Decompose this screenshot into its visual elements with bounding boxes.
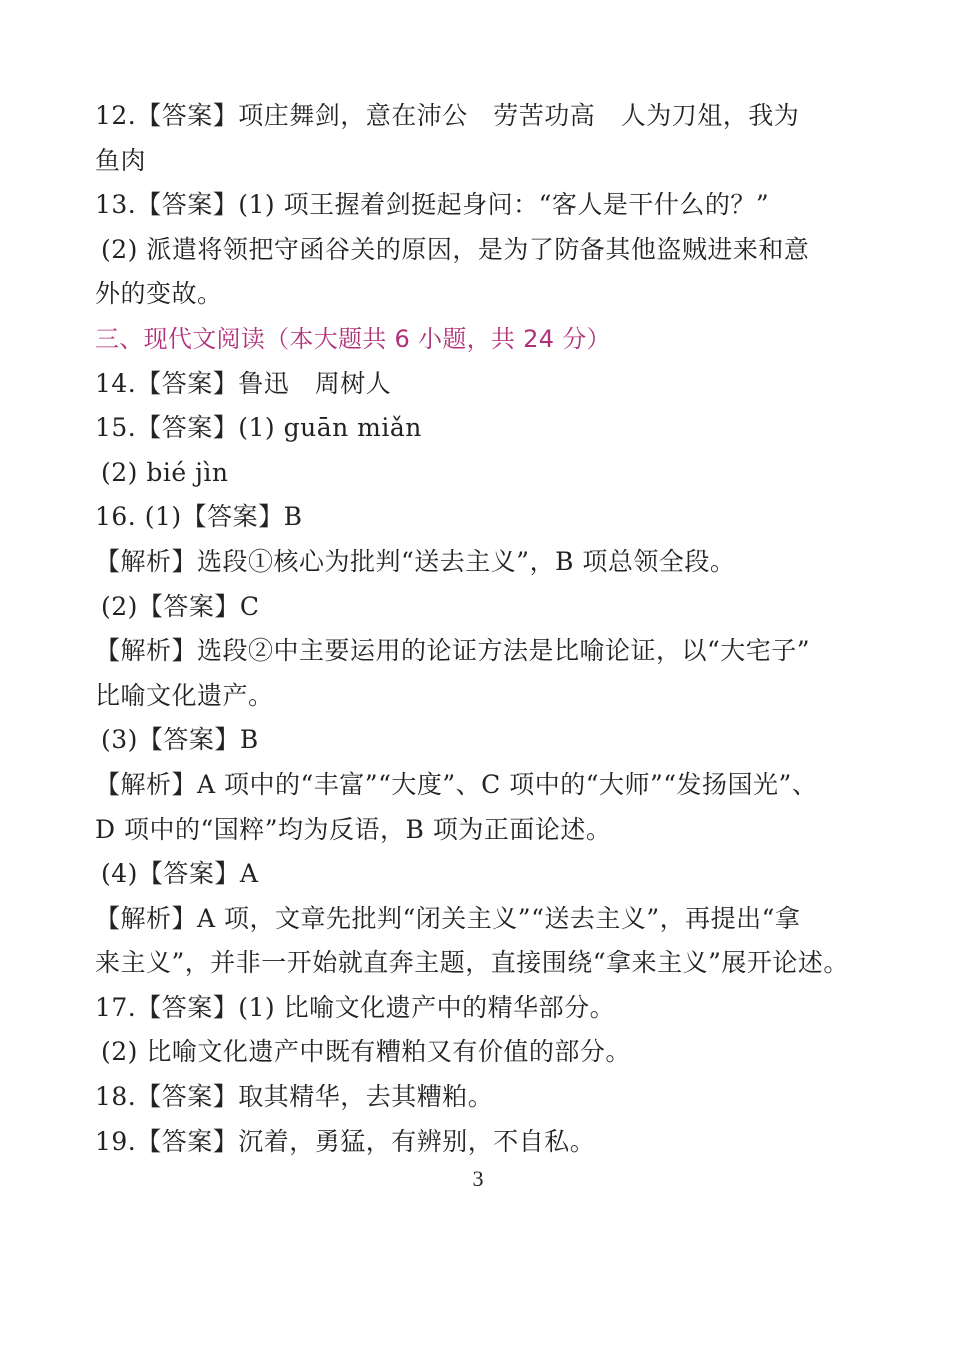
section-heading: 三、现代文阅读（本大题共 6 小题，共 24 分） bbox=[95, 324, 611, 353]
answer-line: 19.【答案】沉着，勇猛，有辨别，不自私。 bbox=[95, 1126, 596, 1156]
answer-line: (3)【答案】B bbox=[101, 725, 259, 755]
answer-line: 18.【答案】取其精华，去其糟粕。 bbox=[95, 1082, 494, 1112]
answer-line: (4)【答案】A bbox=[101, 859, 259, 889]
answer-line: 鱼肉 bbox=[95, 145, 147, 175]
analysis-line: 【解析】A 项中的“丰富”“大度”、C 项中的“大师”“发扬国光”、 bbox=[95, 769, 818, 799]
answer-line: (2) 比喻文化遗产中既有糟粕又有价值的部分。 bbox=[101, 1037, 631, 1067]
answer-line: 17.【答案】(1) 比喻文化遗产中的精华部分。 bbox=[95, 992, 616, 1022]
answer-text-block bbox=[95, 94, 885, 1164]
answer-line: (2)【答案】C bbox=[101, 591, 260, 621]
analysis-line: 【解析】选段①核心为批判“送去主义”，B 项总领全段。 bbox=[95, 546, 736, 576]
analysis-line: 【解析】选段②中主要运用的论证方法是比喻论证，以“大宅子” bbox=[95, 636, 811, 666]
answer-line: (2) 派遣将领把守函谷关的原因，是为了防备其他盗贼进来和意 bbox=[101, 234, 810, 264]
answer-line: 13.【答案】(1) 项王握着剑挺起身问：“客人是干什么的？” bbox=[95, 190, 770, 220]
page-number: 3 bbox=[472, 1166, 484, 1191]
analysis-line: 【解析】A 项，文章先批判“闭关主义”“送去主义”，再提出“拿 bbox=[95, 903, 801, 933]
answer-line: 12.【答案】项庄舞剑，意在沛公 劳苦功高 人为刀俎，我为 bbox=[95, 101, 800, 130]
answer-line: 外的变故。 bbox=[95, 279, 223, 309]
analysis-line: D 项中的“国粹”均为反语，B 项为正面论述。 bbox=[95, 814, 612, 844]
answer-line: 14.【答案】鲁迅 周树人 bbox=[95, 368, 392, 398]
answer-line: (2) bié jìn bbox=[101, 457, 229, 487]
answer-line: 16. (1)【答案】B bbox=[95, 502, 303, 532]
answer-line: 15.【答案】(1) guān miǎn bbox=[95, 413, 422, 443]
analysis-line: 比喻文化遗产。 bbox=[95, 680, 274, 710]
analysis-line: 来主义”，并非一开始就直奔主题，直接围绕“拿来主义”展开论述。 bbox=[95, 948, 849, 978]
